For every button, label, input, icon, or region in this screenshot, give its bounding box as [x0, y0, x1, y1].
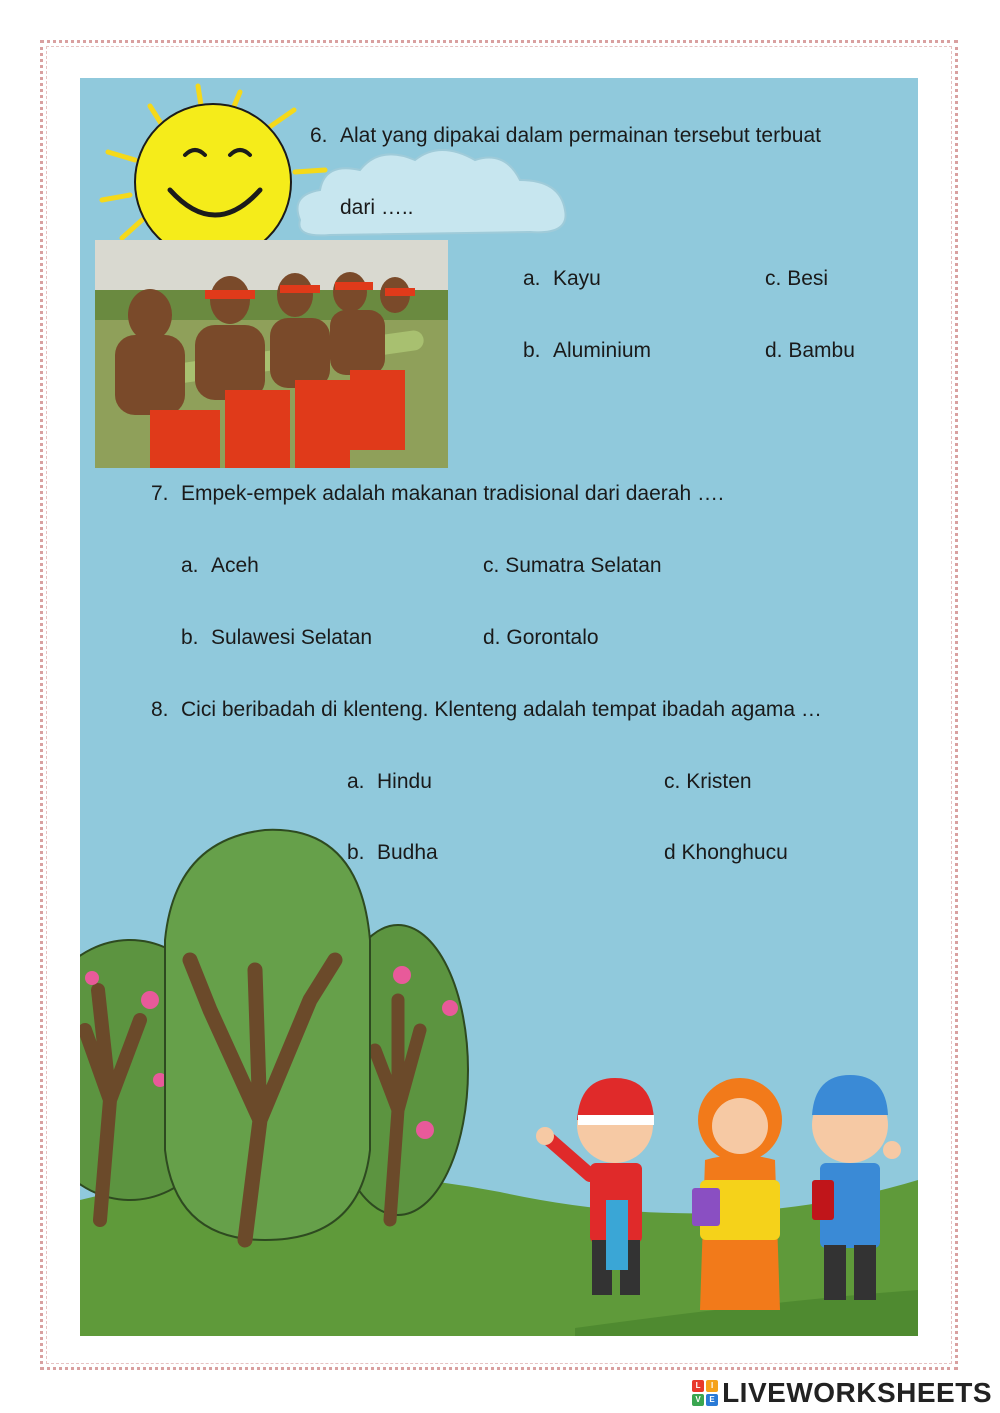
- option-letter: a.: [347, 770, 365, 793]
- option-text: Bambu: [788, 339, 855, 362]
- option-letter: c.: [483, 554, 500, 577]
- question-number: 8.: [151, 698, 169, 721]
- option-letter: a.: [181, 554, 199, 577]
- q8-option-d[interactable]: [664, 840, 788, 866]
- question-text: Alat yang dipakai dalam permainan tersebut terbuat: [340, 124, 821, 147]
- option-text: Kristen: [686, 770, 752, 793]
- question-6-continued: dari …..: [340, 196, 414, 219]
- question-8: [151, 697, 822, 723]
- q7-option-d[interactable]: [483, 625, 599, 651]
- question-number: 7.: [151, 482, 169, 505]
- option-letter: d.: [765, 339, 783, 362]
- option-letter: c.: [765, 267, 782, 290]
- option-text: Budha: [377, 841, 438, 864]
- cloud-illustration: [290, 140, 575, 240]
- traditional-game-photo: [95, 240, 448, 468]
- q6-option-c[interactable]: [765, 266, 828, 292]
- option-text: Khonghucu: [681, 841, 788, 864]
- question-7: [151, 481, 724, 507]
- question-6: [310, 123, 821, 149]
- option-text: Aluminium: [553, 339, 652, 362]
- q7-option-a[interactable]: [181, 553, 259, 579]
- tree-middle: [165, 830, 370, 1240]
- q8-option-c[interactable]: [664, 769, 752, 795]
- q8-option-b[interactable]: [347, 840, 438, 866]
- option-text: Sulawesi Selatan: [211, 626, 373, 649]
- q7-option-c[interactable]: [483, 553, 662, 579]
- liveworksheets-brand[interactable]: [692, 1376, 992, 1410]
- option-text: Sumatra Selatan: [505, 554, 662, 577]
- question-text: Empek-empek adalah makanan tradisional dari daerah ….: [181, 482, 724, 505]
- option-text: Hindu: [377, 770, 432, 793]
- option-letter: d.: [483, 626, 501, 649]
- landscape-illustration: [80, 820, 918, 1336]
- option-letter: b.: [523, 339, 541, 362]
- question-number: 6.: [310, 124, 328, 147]
- option-letter: b.: [181, 626, 199, 649]
- q6-option-a[interactable]: [523, 266, 601, 292]
- option-text: Gorontalo: [506, 626, 599, 649]
- option-letter: a.: [523, 267, 541, 290]
- question-text: Cici beribadah di klenteng. Klenteng adalah tempat ibadah agama …: [181, 698, 822, 721]
- option-text: Besi: [787, 267, 829, 290]
- option-text: Aceh: [211, 554, 259, 577]
- brand-name: LIVEWORKSHEETS: [722, 1377, 992, 1408]
- q6-option-d[interactable]: [765, 338, 855, 364]
- option-letter: c.: [664, 770, 681, 793]
- liveworksheets-logo-icon: L I V E: [692, 1380, 718, 1406]
- option-letter: b.: [347, 841, 365, 864]
- q6-option-b[interactable]: [523, 338, 651, 364]
- option-text: Kayu: [553, 267, 601, 290]
- q7-option-b[interactable]: [181, 625, 372, 651]
- q8-option-a[interactable]: [347, 769, 432, 795]
- option-letter: d: [664, 841, 676, 864]
